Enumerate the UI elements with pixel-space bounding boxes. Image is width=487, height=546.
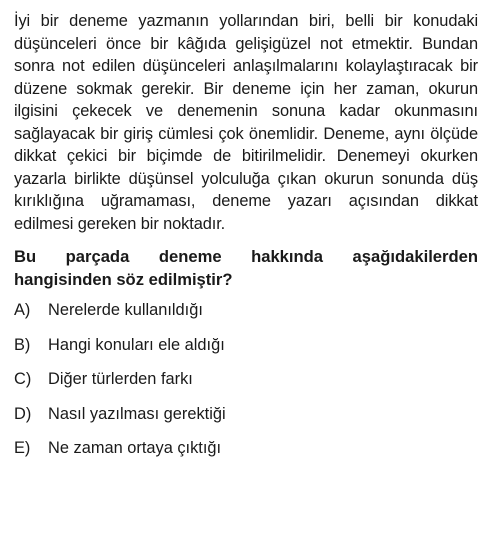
option-text: Nerelerde kullanıldığı [48,301,203,319]
option-b[interactable] [14,334,478,369]
question-stem: Bu parçada deneme hakkında aşağıdakilerden hangisinden söz edilmiştir? [14,247,478,289]
option-text: Diğer türlerden farkı [48,370,193,388]
answer-options [14,299,478,472]
question-page [14,10,478,472]
option-letter: A) [14,301,31,319]
passage-text: İyi bir deneme yazmanın yollarından biri, belli bir konudaki düşünceleri önce bir kâğıda gelişigüzel not etmektir. Bundan sonra not edilen düşünceleri anlaşılmalarını kolaylaştıracak bir düzene sokmak gerekir. Bir deneme için her zaman, okurun ilgisini çekecek ve denemenin sonuna kadar okunmasını sağlayacak bir giriş cümlesi çok önemlidir. Deneme, aynı ölçüde dikkat çekici bir biçimde de bitirilmelidir. Denemeyi okurken yazarla birlikte düşünsel yolculuğa çıkan okurun sonunda düş kırıklığına uğramaması, deneme yazarı açısından dikkat edilmesi gereken bir noktadır. [14,12,478,233]
option-letter: D) [14,404,32,423]
option-text: Hangi konuları ele aldığı [48,335,225,354]
option-d[interactable] [14,403,478,438]
option-a[interactable] [14,299,478,334]
option-text: Nasıl yazılması gerektiği [48,404,226,423]
option-c[interactable] [14,368,478,403]
option-text: Ne zaman ortaya çıktığı [48,439,222,457]
option-letter: E) [14,439,31,457]
option-letter: C) [14,370,32,388]
option-e[interactable] [14,437,478,472]
option-letter: B) [14,335,31,354]
